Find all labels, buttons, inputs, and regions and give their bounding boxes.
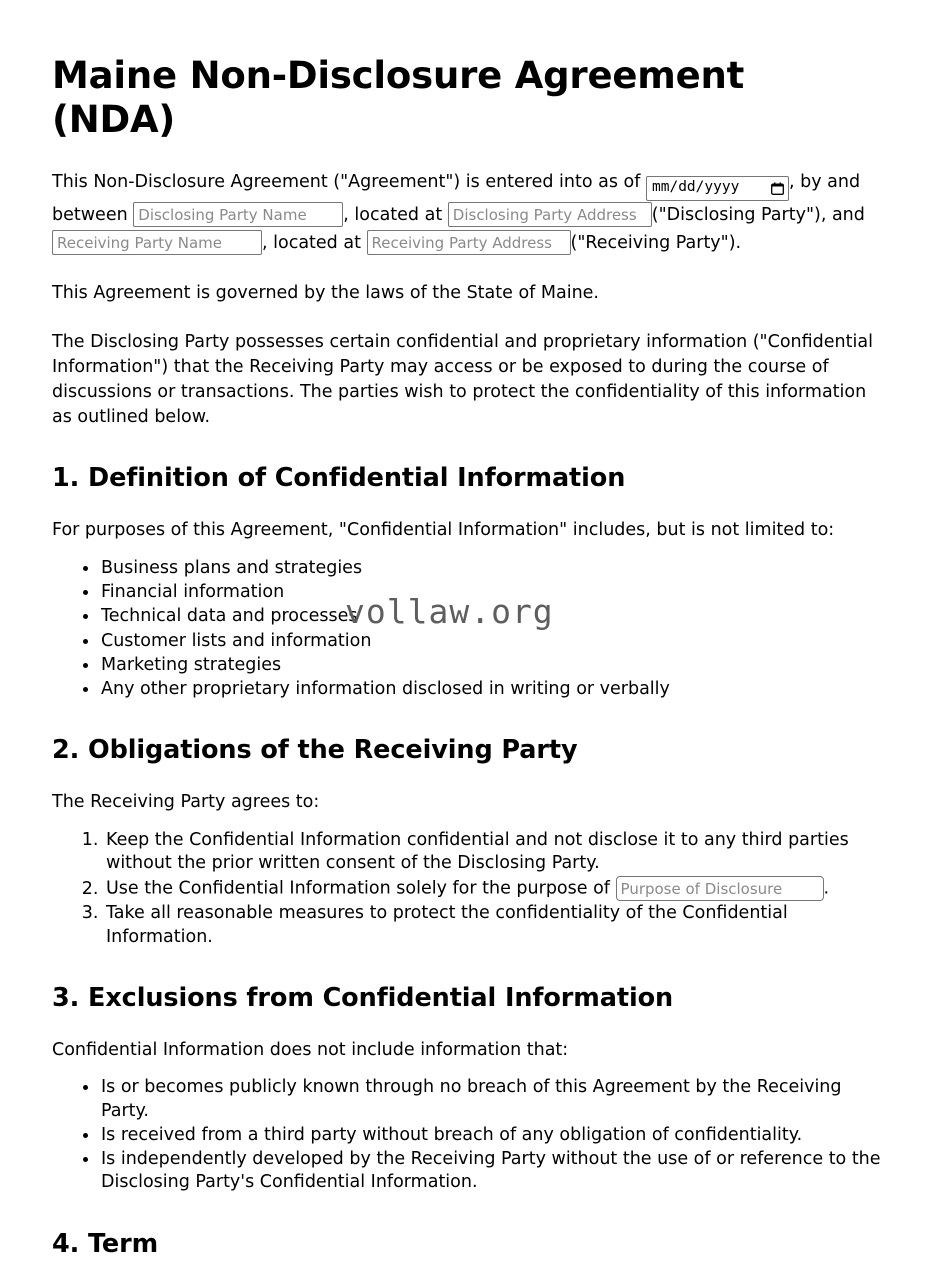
section-1-list: [52, 557, 891, 702]
intro-text-part-1: This Non-Disclosure Agreement ("Agreement") is entered into as of: [52, 172, 641, 193]
list-item: • Business plans and strategies: [99, 557, 891, 580]
receiving-party-name-input[interactable]: [52, 230, 262, 255]
list-item: • Marketing strategies: [99, 654, 891, 677]
disclosing-party-name-input[interactable]: [133, 202, 343, 227]
list-item: • Is received from a third party without breach of any obligation of confidentiality.: [99, 1124, 891, 1147]
section-3-list: [52, 1076, 891, 1194]
intro-text-part-4: ("Disclosing Party"), and: [651, 204, 865, 225]
list-item: • Customer lists and information: [99, 630, 891, 653]
list-item: • Any other proprietary information disclosed in writing or verbally: [99, 678, 891, 701]
section-2-intro: The Receiving Party agrees to:: [52, 792, 320, 813]
intro-text-part-2: , by and between: [52, 172, 861, 225]
section-2-item-2-text-part-1: Use the Confidential Information solely for the purpose of: [106, 878, 610, 899]
list-item: • Is or becomes publicly known through no breach of this Agreement by the Receiving Party.: [99, 1076, 891, 1123]
recitals-paragraph: The Disclosing Party possesses certain confidential and proprietary information ("Confidential Information") that the Receiving Party may access or be exposed to during the course of discussions or transactions. The parties wish to protect the confidentiality of this information as outlined below.: [52, 332, 873, 427]
section-2-list: [52, 829, 891, 949]
section-1-heading: 1. Definition of Confidential Information: [52, 463, 626, 494]
section-1-intro: For purposes of this Agreement, "Confidential Information" includes, but is not limited to:: [52, 520, 835, 541]
list-item: • Is independently developed by the Receiving Party without the use of or reference to the Disclosing Party's Confidential Information.: [99, 1148, 891, 1195]
purpose-of-disclosure-input[interactable]: [616, 876, 824, 901]
intro-paragraph: [52, 168, 891, 257]
intro-text-part-3: , located at: [343, 204, 443, 225]
intro-text-part-6: ("Receiving Party").: [570, 232, 742, 253]
list-item: • Technical data and processes: [99, 605, 891, 628]
section-2-heading: 2. Obligations of the Receiving Party: [52, 735, 578, 766]
governing-law-paragraph: This Agreement is governed by the laws of the State of Maine.: [52, 283, 599, 304]
section-2-item-2-text-part-2: .: [823, 878, 830, 899]
list-item: 3. Take all reasonable measures to protect the confidentiality of the Confidential Information.: [104, 902, 891, 949]
list-item-with-input: [104, 876, 891, 901]
section-3-heading: 3. Exclusions from Confidential Information: [52, 982, 674, 1013]
page-title: Maine Non-Disclosure Agreement (NDA): [52, 54, 745, 141]
agreement-date-placeholder: mm/dd/yyyy: [652, 179, 740, 196]
site-watermark: vollaw.org: [345, 592, 554, 631]
section-4-heading: 4. Term: [52, 1228, 159, 1259]
receiving-party-address-input[interactable]: [367, 230, 571, 255]
calendar-icon[interactable]: [771, 182, 784, 195]
list-item: • Financial information: [99, 581, 891, 604]
list-item: 1. Keep the Confidential Information confidential and not disclose it to any third parties without the prior written consent of the Disclosing Party.: [104, 829, 891, 876]
section-3-intro: Confidential Information does not include information that:: [52, 1039, 569, 1060]
agreement-date-input[interactable]: [646, 176, 789, 201]
intro-text-part-5: , located at: [262, 232, 361, 253]
disclosing-party-address-input[interactable]: [448, 202, 652, 227]
